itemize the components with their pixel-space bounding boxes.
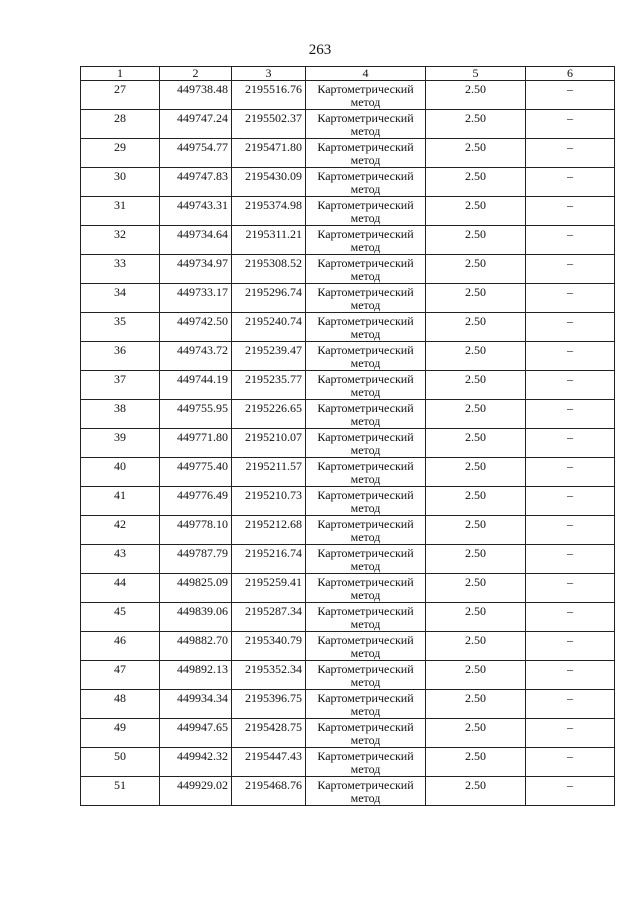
accuracy-cell: 2.50 — [426, 748, 526, 777]
accuracy-cell: 2.50 — [426, 661, 526, 690]
x-coordinate-cell: 449942.32 — [160, 748, 232, 777]
note-cell: – — [526, 516, 615, 545]
method-cell: Картометрический метод — [306, 458, 426, 487]
y-coordinate-cell: 2195240.74 — [232, 313, 306, 342]
point-number-cell: 46 — [81, 632, 160, 661]
note-cell: – — [526, 545, 615, 574]
x-coordinate-cell: 449771.80 — [160, 429, 232, 458]
column-header: 4 — [306, 67, 426, 81]
x-coordinate-cell: 449743.72 — [160, 342, 232, 371]
table-row — [81, 545, 615, 574]
note-cell: – — [526, 313, 615, 342]
point-number-cell: 34 — [81, 284, 160, 313]
point-number-cell: 32 — [81, 226, 160, 255]
method-cell: Картометрический метод — [306, 110, 426, 139]
note-cell: – — [526, 603, 615, 632]
x-coordinate-cell: 449733.17 — [160, 284, 232, 313]
method-cell: Картометрический метод — [306, 690, 426, 719]
x-coordinate-cell: 449929.02 — [160, 777, 232, 806]
method-cell: Картометрический метод — [306, 81, 426, 110]
accuracy-cell: 2.50 — [426, 632, 526, 661]
page-number: 263 — [308, 42, 332, 58]
table-row — [81, 661, 615, 690]
accuracy-cell: 2.50 — [426, 226, 526, 255]
accuracy-cell: 2.50 — [426, 313, 526, 342]
note-cell: – — [526, 371, 615, 400]
method-cell: Картометрический метод — [306, 487, 426, 516]
point-number-cell: 28 — [81, 110, 160, 139]
y-coordinate-cell: 2195287.34 — [232, 603, 306, 632]
table-row — [81, 168, 615, 197]
table-row — [81, 777, 615, 806]
y-coordinate-cell: 2195471.80 — [232, 139, 306, 168]
x-coordinate-cell: 449754.77 — [160, 139, 232, 168]
accuracy-cell: 2.50 — [426, 139, 526, 168]
x-coordinate-cell: 449787.79 — [160, 545, 232, 574]
note-cell: – — [526, 400, 615, 429]
x-coordinate-cell: 449742.50 — [160, 313, 232, 342]
table-row — [81, 516, 615, 545]
note-cell: – — [526, 487, 615, 516]
accuracy-cell: 2.50 — [426, 429, 526, 458]
accuracy-cell: 2.50 — [426, 255, 526, 284]
point-number-cell: 37 — [81, 371, 160, 400]
y-coordinate-cell: 2195210.73 — [232, 487, 306, 516]
y-coordinate-cell: 2195216.74 — [232, 545, 306, 574]
accuracy-cell: 2.50 — [426, 545, 526, 574]
y-coordinate-cell: 2195226.65 — [232, 400, 306, 429]
y-coordinate-cell: 2195396.75 — [232, 690, 306, 719]
point-number-cell: 31 — [81, 197, 160, 226]
y-coordinate-cell: 2195212.68 — [232, 516, 306, 545]
method-cell: Картометрический метод — [306, 516, 426, 545]
table-row — [81, 429, 615, 458]
accuracy-cell: 2.50 — [426, 487, 526, 516]
table-row — [81, 226, 615, 255]
point-number-cell: 29 — [81, 139, 160, 168]
point-number-cell: 40 — [81, 458, 160, 487]
method-cell: Картометрический метод — [306, 313, 426, 342]
note-cell: – — [526, 429, 615, 458]
accuracy-cell: 2.50 — [426, 371, 526, 400]
y-coordinate-cell: 2195239.47 — [232, 342, 306, 371]
note-cell: – — [526, 226, 615, 255]
note-cell: – — [526, 777, 615, 806]
method-cell: Картометрический метод — [306, 719, 426, 748]
note-cell: – — [526, 81, 615, 110]
table-row — [81, 603, 615, 632]
method-cell: Картометрический метод — [306, 603, 426, 632]
x-coordinate-cell: 449947.65 — [160, 719, 232, 748]
table-row — [81, 719, 615, 748]
accuracy-cell: 2.50 — [426, 81, 526, 110]
table-row — [81, 458, 615, 487]
method-cell: Картометрический метод — [306, 748, 426, 777]
y-coordinate-cell: 2195428.75 — [232, 719, 306, 748]
table-row — [81, 342, 615, 371]
point-number-cell: 50 — [81, 748, 160, 777]
x-coordinate-cell: 449839.06 — [160, 603, 232, 632]
column-header: 1 — [81, 67, 160, 81]
y-coordinate-cell: 2195374.98 — [232, 197, 306, 226]
accuracy-cell: 2.50 — [426, 690, 526, 719]
accuracy-cell: 2.50 — [426, 516, 526, 545]
note-cell: – — [526, 632, 615, 661]
table-row — [81, 284, 615, 313]
y-coordinate-cell: 2195259.41 — [232, 574, 306, 603]
method-cell: Картометрический метод — [306, 545, 426, 574]
x-coordinate-cell: 449892.13 — [160, 661, 232, 690]
method-cell: Картометрический метод — [306, 429, 426, 458]
point-number-cell: 44 — [81, 574, 160, 603]
method-cell: Картометрический метод — [306, 139, 426, 168]
table-row — [81, 139, 615, 168]
method-cell: Картометрический метод — [306, 226, 426, 255]
x-coordinate-cell: 449934.34 — [160, 690, 232, 719]
table-row — [81, 255, 615, 284]
point-number-cell: 47 — [81, 661, 160, 690]
x-coordinate-cell: 449738.48 — [160, 81, 232, 110]
point-number-cell: 41 — [81, 487, 160, 516]
y-coordinate-cell: 2195235.77 — [232, 371, 306, 400]
note-cell: – — [526, 284, 615, 313]
coordinates-table — [80, 66, 615, 806]
note-cell: – — [526, 574, 615, 603]
x-coordinate-cell: 449744.19 — [160, 371, 232, 400]
method-cell: Картометрический метод — [306, 342, 426, 371]
method-cell: Картометрический метод — [306, 168, 426, 197]
point-number-cell: 51 — [81, 777, 160, 806]
point-number-cell: 30 — [81, 168, 160, 197]
x-coordinate-cell: 449778.10 — [160, 516, 232, 545]
y-coordinate-cell: 2195308.52 — [232, 255, 306, 284]
method-cell: Картометрический метод — [306, 632, 426, 661]
point-number-cell: 42 — [81, 516, 160, 545]
x-coordinate-cell: 449743.31 — [160, 197, 232, 226]
table-row — [81, 371, 615, 400]
table-row — [81, 313, 615, 342]
y-coordinate-cell: 2195340.79 — [232, 632, 306, 661]
table-row — [81, 487, 615, 516]
note-cell: – — [526, 719, 615, 748]
method-cell: Картометрический метод — [306, 400, 426, 429]
accuracy-cell: 2.50 — [426, 458, 526, 487]
table-row — [81, 81, 615, 110]
point-number-cell: 27 — [81, 81, 160, 110]
y-coordinate-cell: 2195502.37 — [232, 110, 306, 139]
table-row — [81, 632, 615, 661]
x-coordinate-cell: 449747.83 — [160, 168, 232, 197]
x-coordinate-cell: 449776.49 — [160, 487, 232, 516]
table-row — [81, 574, 615, 603]
point-number-cell: 33 — [81, 255, 160, 284]
y-coordinate-cell: 2195447.43 — [232, 748, 306, 777]
y-coordinate-cell: 2195210.07 — [232, 429, 306, 458]
point-number-cell: 49 — [81, 719, 160, 748]
point-number-cell: 45 — [81, 603, 160, 632]
note-cell: – — [526, 342, 615, 371]
x-coordinate-cell: 449734.64 — [160, 226, 232, 255]
table-row — [81, 400, 615, 429]
point-number-cell: 43 — [81, 545, 160, 574]
y-coordinate-cell: 2195211.57 — [232, 458, 306, 487]
x-coordinate-cell: 449882.70 — [160, 632, 232, 661]
accuracy-cell: 2.50 — [426, 342, 526, 371]
note-cell: – — [526, 690, 615, 719]
y-coordinate-cell: 2195430.09 — [232, 168, 306, 197]
note-cell: – — [526, 661, 615, 690]
method-cell: Картометрический метод — [306, 197, 426, 226]
x-coordinate-cell: 449747.24 — [160, 110, 232, 139]
column-header: 5 — [426, 67, 526, 81]
accuracy-cell: 2.50 — [426, 777, 526, 806]
x-coordinate-cell: 449755.95 — [160, 400, 232, 429]
y-coordinate-cell: 2195468.76 — [232, 777, 306, 806]
note-cell: – — [526, 197, 615, 226]
note-cell: – — [526, 255, 615, 284]
table-header-row — [81, 67, 615, 81]
accuracy-cell: 2.50 — [426, 110, 526, 139]
y-coordinate-cell: 2195352.34 — [232, 661, 306, 690]
table-row — [81, 197, 615, 226]
method-cell: Картометрический метод — [306, 574, 426, 603]
method-cell: Картометрический метод — [306, 661, 426, 690]
point-number-cell: 36 — [81, 342, 160, 371]
point-number-cell: 35 — [81, 313, 160, 342]
point-number-cell: 38 — [81, 400, 160, 429]
accuracy-cell: 2.50 — [426, 284, 526, 313]
y-coordinate-cell: 2195311.21 — [232, 226, 306, 255]
accuracy-cell: 2.50 — [426, 168, 526, 197]
accuracy-cell: 2.50 — [426, 197, 526, 226]
note-cell: – — [526, 168, 615, 197]
column-header: 3 — [232, 67, 306, 81]
accuracy-cell: 2.50 — [426, 574, 526, 603]
accuracy-cell: 2.50 — [426, 400, 526, 429]
accuracy-cell: 2.50 — [426, 719, 526, 748]
y-coordinate-cell: 2195296.74 — [232, 284, 306, 313]
x-coordinate-cell: 449775.40 — [160, 458, 232, 487]
table-row — [81, 748, 615, 777]
point-number-cell: 39 — [81, 429, 160, 458]
point-number-cell: 48 — [81, 690, 160, 719]
table-row — [81, 110, 615, 139]
method-cell: Картометрический метод — [306, 255, 426, 284]
note-cell: – — [526, 110, 615, 139]
method-cell: Картометрический метод — [306, 777, 426, 806]
method-cell: Картометрический метод — [306, 371, 426, 400]
x-coordinate-cell: 449734.97 — [160, 255, 232, 284]
note-cell: – — [526, 748, 615, 777]
column-header: 6 — [526, 67, 615, 81]
note-cell: – — [526, 458, 615, 487]
table-row — [81, 690, 615, 719]
column-header: 2 — [160, 67, 232, 81]
method-cell: Картометрический метод — [306, 284, 426, 313]
x-coordinate-cell: 449825.09 — [160, 574, 232, 603]
note-cell: – — [526, 139, 615, 168]
accuracy-cell: 2.50 — [426, 603, 526, 632]
y-coordinate-cell: 2195516.76 — [232, 81, 306, 110]
